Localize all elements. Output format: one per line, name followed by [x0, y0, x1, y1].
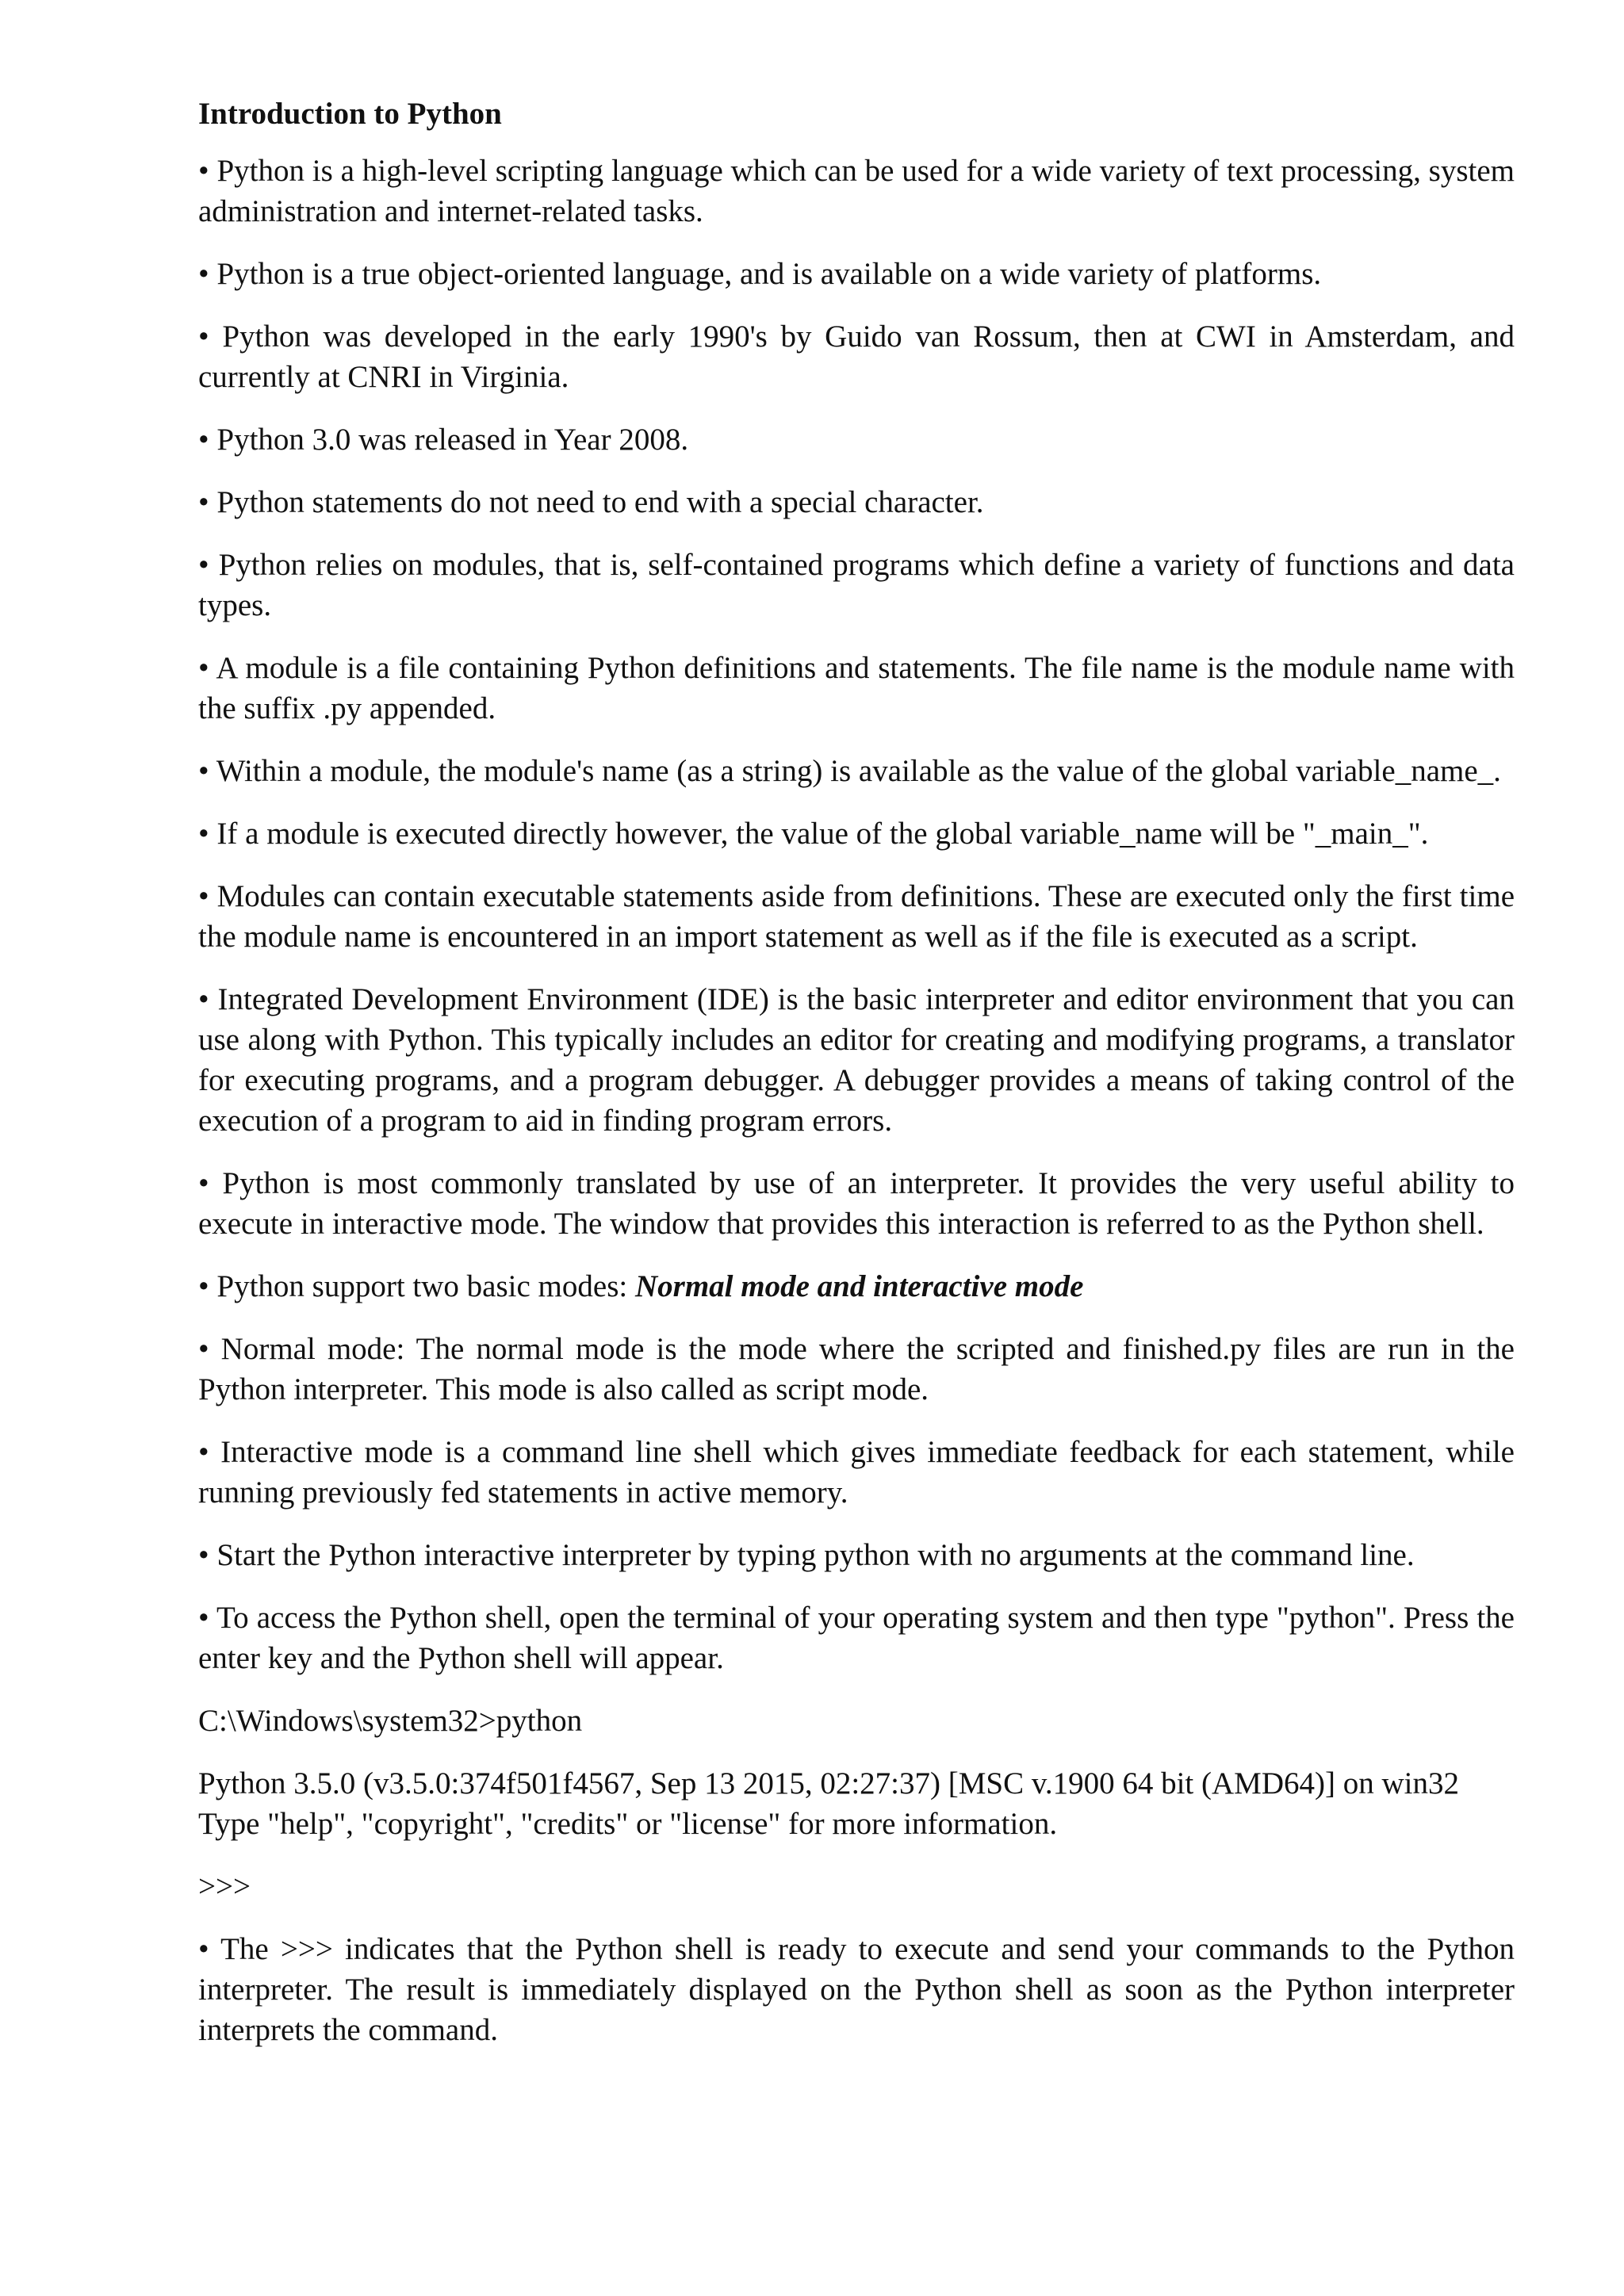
- paragraph-modules: • Python relies on modules, that is, self-contained programs which define a variety of functions and data types.: [198, 548, 1515, 622]
- paragraph-interpreter: • Python is most commonly translated by use of an interpreter. It provides the very useful ability to execute in interactive mode. The window that provides this interaction is referred to as the Python shell.: [198, 1166, 1515, 1241]
- paragraph-main: • If a module is executed directly however, the value of the global variable_name will be "_main_".: [198, 817, 1429, 851]
- shell-command-line: C:\Windows\system32>python: [198, 1704, 583, 1738]
- paragraph-statements: • Python statements do not need to end with a special character.: [198, 485, 984, 519]
- paragraph-executable-statements: • Modules can contain executable statements aside from definitions. These are executed only the first time the module name is encountered in an import statement as well as if the file is executed as a script.: [198, 879, 1515, 954]
- shell-banner-line-1: Python 3.5.0 (v3.5.0:374f501f4567, Sep 13 2015, 02:27:37) [MSC v.1900 64 bit (AMD64)] on win32: [198, 1766, 1459, 1800]
- paragraph-module-file: • A module is a file containing Python definitions and statements. The file name is the module name with the suffix .py appended.: [198, 651, 1515, 725]
- paragraph-interactive-mode: • Interactive mode is a command line shell which gives immediate feedback for each statement, while running previously fed statements in active memory.: [198, 1435, 1515, 1510]
- shell-prompt: >>>: [198, 1869, 251, 1904]
- paragraph-python3-release: • Python 3.0 was released in Year 2008.: [198, 423, 689, 457]
- paragraph-prompt-explanation: • The >>> indicates that the Python shell is ready to execute and send your commands to the Python interpreter. The result is immediately displayed on the Python shell as soon as the Python interpreter interprets the command.: [198, 1932, 1515, 2047]
- paragraph-history: • Python was developed in the early 1990's by Guido van Rossum, then at CWI in Amsterdam, and currently at CNRI in Virginia.: [198, 320, 1515, 394]
- paragraph-object-oriented: • Python is a true object-oriented language, and is available on a wide variety of platforms.: [198, 257, 1322, 291]
- paragraph-python-overview: • Python is a high-level scripting language which can be used for a wide variety of text processing, system administration and internet-related tasks.: [198, 154, 1515, 228]
- paragraph-normal-mode: • Normal mode: The normal mode is the mode where the scripted and finished.py files are run in the Python interpreter. This mode is also called as script mode.: [198, 1332, 1515, 1406]
- paragraph-modes: [198, 1266, 1515, 1307]
- shell-banner: [198, 1763, 1515, 1844]
- document-page: [198, 94, 1515, 2072]
- paragraph-ide: • Integrated Development Environment (IDE) is the basic interpreter and editor environment that you can use along with Python. This typically includes an editor for creating and modifying programs, a translator for executing programs, and a program debugger. A debugger provides a means of taking control of the execution of a program to aid in finding program errors.: [198, 982, 1515, 1138]
- paragraph-start-interpreter: • Start the Python interactive interpreter by typing python with no arguments at the command line.: [198, 1538, 1415, 1572]
- modes-emphasis: Normal mode and interactive mode: [634, 1269, 1084, 1303]
- paragraph-access-shell: • To access the Python shell, open the terminal of your operating system and then type "python". Press the enter key and the Python shell will appear.: [198, 1601, 1515, 1675]
- shell-banner-line-2: Type "help", "copyright", "credits" or "license" for more information.: [198, 1807, 1058, 1841]
- paragraph-module-name: • Within a module, the module's name (as a string) is available as the value of the global variable_name_.: [198, 754, 1501, 788]
- modes-prefix: • Python support two basic modes:: [198, 1269, 635, 1303]
- page-title: Introduction to Python: [198, 97, 502, 131]
